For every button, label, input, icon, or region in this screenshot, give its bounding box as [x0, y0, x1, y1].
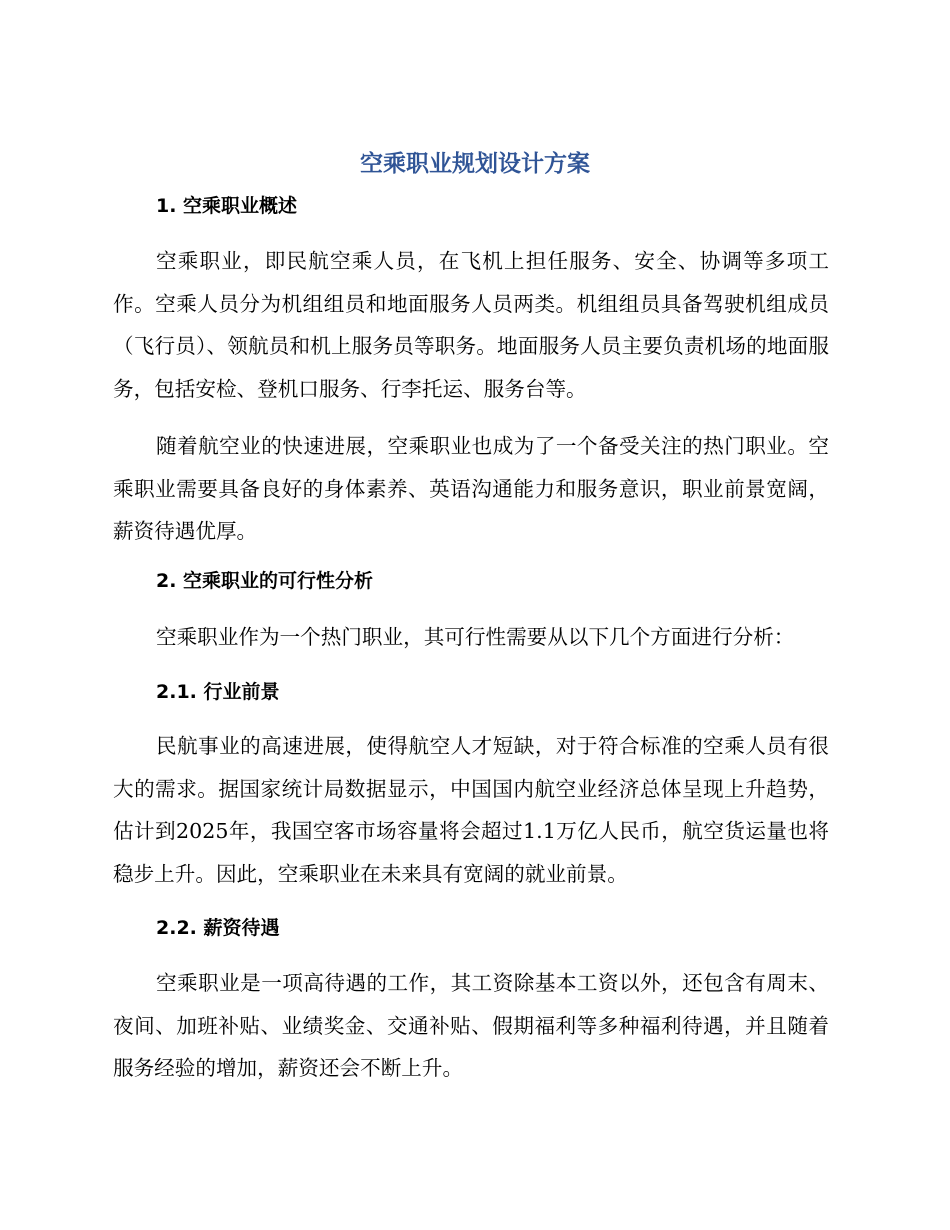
section-heading-feasibility: 2. 空乘职业的可行性分析 [156, 570, 374, 592]
paragraph-overview-2: 随着航空业的快速进展，空乘职业也成为了一个备受关注的热门职业。空乘职业需要具备良好的身体素养、英语沟通能力和服务意识，职业前景宽阔，薪资待遇优厚。 [113, 434, 829, 543]
paragraph-salary: 空乘职业是一项高待遇的工作，其工资除基本工资以外，还包含有周末、夜间、加班补贴、业绩奖金、交通补贴、假期福利等多种福利待遇，并且随着服务经验的增加，薪资还会不断上升。 [113, 971, 829, 1080]
section-heading-industry-outlook: 2.1. 行业前景 [156, 681, 280, 703]
section-heading-overview: 1. 空乘职业概述 [156, 195, 298, 217]
document-title: 空乘职业规划设计方案 [360, 151, 590, 177]
paragraph-overview-1: 空乘职业，即民航空乘人员，在飞机上担任服务、安全、协调等多项工作。空乘人员分为机组组员和地面服务人员两类。机组组员具备驾驶机组成员（飞行员）、领航员和机上服务员等职务。地面服务人员主要负责机场的地面服务，包括安检、登机口服务、行李托运、服务台等。 [113, 249, 829, 401]
section-heading-salary: 2.2. 薪资待遇 [156, 917, 280, 939]
paragraph-feasibility-intro: 空乘职业作为一个热门职业，其可行性需要从以下几个方面进行分析： [156, 625, 795, 649]
paragraph-industry-outlook: 民航事业的高速进展，使得航空人才短缺，对于符合标准的空乘人员有很大的需求。据国家统计局数据显示，中国国内航空业经济总体呈现上升趋势，估计到2025年，我国空客市场容量将会超过1.1万亿人民币，航空货运量也将稳步上升。因此，空乘职业在未来具有宽阔的就业前景。 [113, 734, 829, 886]
